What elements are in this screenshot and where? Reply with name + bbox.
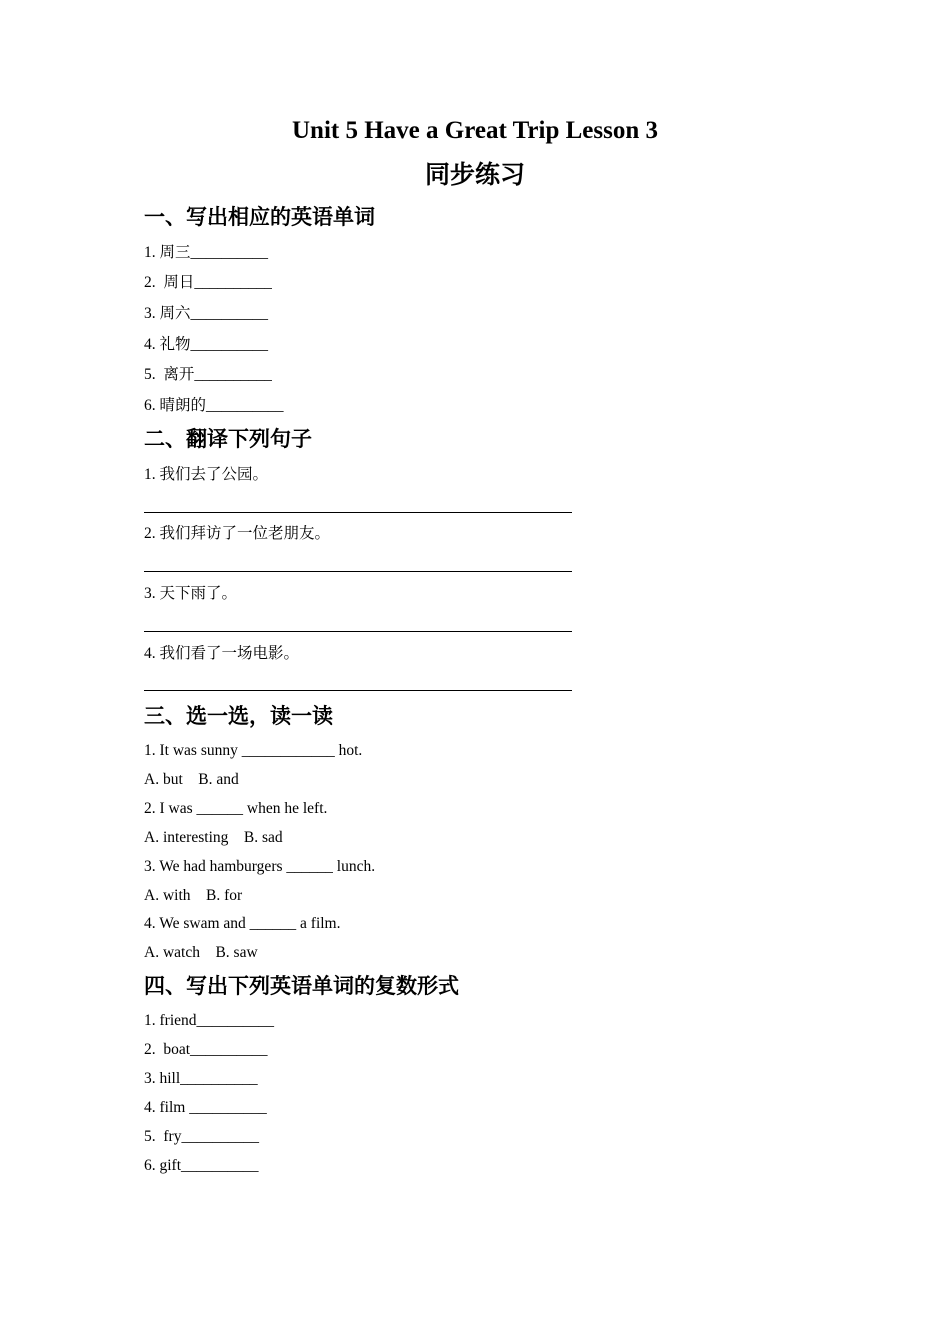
s4-item-3: 3. hill__________ [144,1070,258,1087]
s4-item-1: 1. friend__________ [144,1012,275,1029]
s3-question-4: 4. We swam and ______ a film. [144,915,341,932]
s3-question-3: 3. We had hamburgers ______ lunch. [144,858,376,875]
s1-item-4: 4. 礼物__________ [144,336,269,353]
s1-item-2: 2. 周日__________ [144,274,272,291]
s1-item-5: 5. 离开__________ [144,366,272,383]
s3-question-1: 1. It was sunny ____________ hot. [144,742,363,759]
s2-item-1: 1. 我们去了公园。 [144,466,269,483]
s2-item-3: 3. 天下雨了。 [144,585,238,602]
s3-options-3: A. with B. for [144,887,243,904]
s4-item-4: 4. film __________ [144,1099,267,1116]
s1-item-3: 3. 周六__________ [144,305,269,322]
s3-options-1: A. but B. and [144,771,239,788]
s2-answer-line-2 [144,571,572,572]
s2-item-4: 4. 我们看了一场电影。 [144,645,300,662]
s1-item-1: 1. 周三__________ [144,244,269,261]
section-4-heading: 四、写出下列英语单词的复数形式 [144,974,459,998]
section-2-heading: 二、翻译下列句子 [144,427,312,451]
section-3-heading: 三、选一选，读一读 [144,704,333,728]
s4-item-6: 6. gift__________ [144,1157,259,1174]
s2-answer-line-1 [144,512,572,513]
s2-answer-line-4 [144,690,572,691]
page-title: Unit 5 Have a Great Trip Lesson 3 [292,117,658,144]
s2-answer-line-3 [144,631,572,632]
s1-item-6: 6. 晴朗的__________ [144,397,284,414]
s3-options-4: A. watch B. saw [144,944,258,961]
s3-options-2: A. interesting B. sad [144,829,283,846]
s4-item-5: 5. fry__________ [144,1128,259,1145]
section-1-heading: 一、写出相应的英语单词 [144,205,375,229]
s2-item-2: 2. 我们拜访了一位老朋友。 [144,525,331,542]
s4-item-2: 2. boat__________ [144,1041,268,1058]
page-subtitle: 同步练习 [424,160,525,189]
s3-question-2: 2. I was ______ when he left. [144,800,328,817]
